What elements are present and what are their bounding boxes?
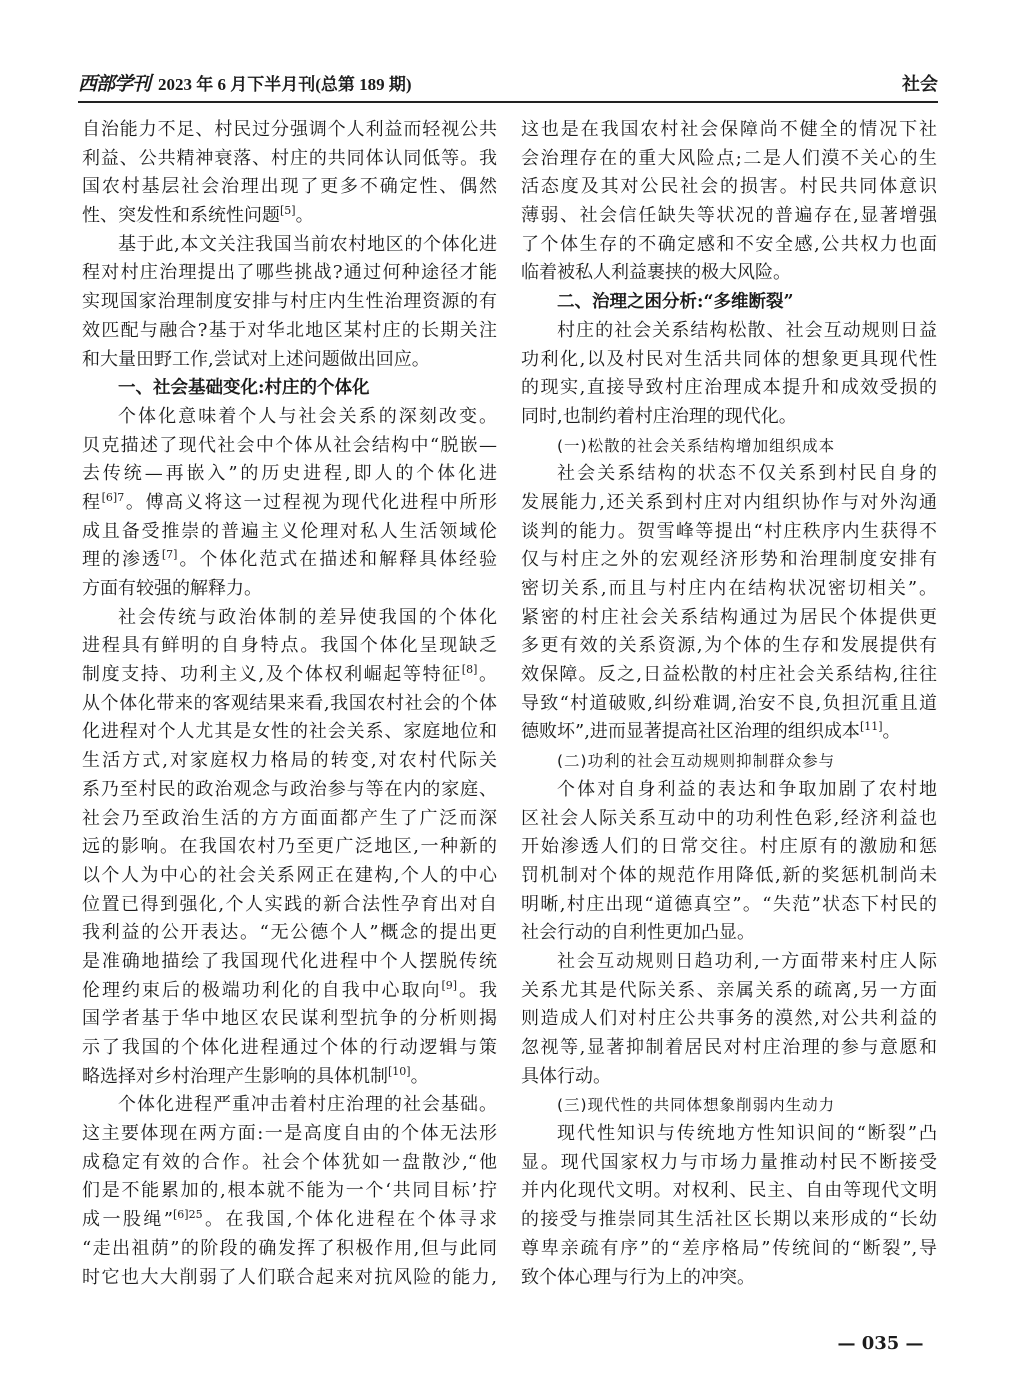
text-line: 们是不能累加的,根本就不能为一个‘共同目标’拧 — [82, 1180, 497, 1202]
issue-info: 2023 年 6 月下半月刊(总第 189 期) — [158, 75, 412, 94]
text-line: 社会关系结构的状态不仅关系到村民自身的 — [557, 463, 937, 485]
text-segment: 。傅高义将这一过程视为现代化进程中所形 — [124, 491, 497, 513]
text-line: 具体行动。 — [521, 1065, 611, 1087]
citation-mark: [10] — [388, 1064, 411, 1078]
text-line: 这主要体现在两方面:一是高度自由的个体无法形 — [82, 1123, 497, 1145]
text-line — [82, 661, 497, 690]
citation-mark: [6]7 — [101, 490, 125, 504]
paragraph — [521, 1120, 937, 1292]
text-line: 的接受与推崇同其生活社区长期以来形成的“长幼 — [521, 1209, 937, 1231]
text-line: 个体化进程严重冲击着村庄治理的社会基础。 — [118, 1094, 497, 1116]
text-line: 发展能力,还关系到村庄对内组织协作与对外沟通 — [521, 491, 937, 513]
text-line: 的现实,直接导致村庄治理成本提升和成效受损的 — [521, 377, 937, 399]
subsection-heading: (二)功利的社会互动规则抑制群众参与 — [557, 752, 836, 771]
text-line: 仅与村庄之外的宏观经济形势和治理制度安排有 — [521, 549, 937, 571]
text-line: 和大量田野工作,尝试对上述问题做出回应。 — [82, 348, 430, 370]
text-segment: 。在我国,个体化进程在个体寻求 — [202, 1209, 497, 1231]
section-heading: 一、社会基础变化:村庄的个体化 — [118, 378, 370, 399]
text-line: 密切关系,而且与村庄内在结构状况密切相关”。 — [521, 578, 937, 599]
text-line — [82, 489, 497, 518]
text-line: 显。现代国家权力与市场力量推动村民不断接受 — [521, 1151, 937, 1173]
text-line: 国学者基于华中地区农民谋利型抗争的分析则揭 — [82, 1008, 497, 1030]
citation-mark: [9] — [441, 978, 458, 992]
header-rule — [78, 101, 938, 103]
citation-mark: [6]25 — [173, 1208, 203, 1222]
text-line: 紧密的村庄社会关系结构通过为居民个体提供更 — [521, 606, 937, 628]
text-line: 明晰,村庄出现“道德真空”。“失范”状态下村民的 — [521, 893, 937, 915]
citation-mark: [5] — [280, 204, 296, 218]
paragraph — [82, 604, 497, 1092]
text-segment: 略选择对乡村治理产生影响的具体机制 — [82, 1065, 388, 1087]
text-line: 效保障。反之,日益松散的村庄社会关系结构,往往 — [521, 664, 937, 686]
text-line: 社会传统与政治体制的差异使我国的个体化 — [118, 606, 497, 628]
text-line: 尊卑亲疏有序”的“差序格局”传统间的“断裂”,导 — [521, 1237, 937, 1259]
text-line: 社会行动的自利性更加凸显。 — [521, 922, 755, 944]
text-line — [82, 1206, 497, 1235]
text-line: 程对村庄治理提出了哪些挑战?通过何种途径才能 — [82, 262, 497, 284]
continuation — [521, 116, 937, 288]
citation-mark: [8] — [461, 663, 478, 677]
section-label: 社会 — [902, 74, 938, 95]
paragraph — [521, 776, 937, 948]
text-line: 是准确地描绘了我国现代化进程中个人摆脱传统 — [82, 950, 497, 972]
text-line: 社会互动规则日趋功利,一方面带来村庄人际 — [557, 950, 937, 972]
text-segment: 伦理约束后的极端功利化的自我中心取向 — [82, 979, 442, 1001]
text-line: 远的影响。在我国农村乃至更广泛地区,一种新的 — [82, 836, 497, 858]
text-line: 以个人为中心的社会关系网正在建构,个人的中心 — [82, 864, 497, 886]
text-line: 同时,也制约着村庄治理的现代化。 — [521, 405, 797, 427]
text-line: 薄弱、社会信任缺失等状况的普遍存在,显著增强 — [521, 205, 937, 227]
running-header — [78, 70, 938, 98]
text-line: 罚机制对个体的规范作用降低,新的奖惩机制尚未 — [521, 864, 937, 886]
text-segment: 。我 — [457, 979, 497, 1001]
paragraph — [82, 231, 497, 374]
text-line: 国农村基层社会治理出现了更多不确定性、偶然 — [82, 176, 497, 198]
text-line: 进程具有鲜明的自身特点。我国个体化呈现缺乏 — [82, 635, 497, 657]
text-line: 实现国家治理制度安排与村庄内生性治理资源的有 — [82, 291, 497, 313]
text-line: 位置已得到强化,个人实践的新合法性孕育出对自 — [82, 893, 497, 915]
text-line: 社会乃至政治生活的方方面面都产生了广泛而深 — [82, 807, 497, 829]
text-line: 忽视等,显著抑制着居民对村庄治理的参与意愿和 — [521, 1037, 937, 1058]
text-line: 并内化现代文明。对权利、民主、自由等现代文明 — [521, 1180, 937, 1202]
text-line: 多更有效的关系资源,为个体的生存和发展提供有 — [521, 635, 937, 657]
text-segment: 。 — [477, 664, 497, 686]
text-line: 区社会人际关系互动中的功利性色彩,经济利益也 — [521, 807, 937, 829]
text-segment: 德败坏”,进而显著提高社区治理的组织成本 — [521, 721, 860, 743]
text-line: 现代性知识与传统地方性知识间的“断裂”凸 — [557, 1123, 937, 1145]
text-line: 贝克描述了现代社会中个体从社会结构中“脱嵌— — [82, 434, 497, 456]
left-column — [82, 116, 497, 1292]
text-line: 致个体心理与行为上的冲突。 — [521, 1266, 755, 1288]
text-line — [82, 1063, 497, 1092]
text-line: 基于此,本文关注我国当前农村地区的个体化进 — [118, 233, 497, 255]
text-segment: 。 — [295, 205, 314, 227]
text-line: 我利益的公开表达。“无公德个人”概念的提出更 — [82, 922, 497, 944]
text-line — [521, 718, 937, 747]
journal-logo: 西部学刊 — [78, 73, 151, 95]
text-line: 时它也大大削弱了人们联合起来对抗风险的能力, — [82, 1266, 497, 1288]
text-segment: 性、突发性和系统性问题 — [82, 205, 280, 227]
paragraph — [521, 317, 937, 432]
text-line: 功利化,以及村民对生活共同体的想象更具现代性 — [521, 348, 937, 370]
text-line: 个体对自身利益的表达和争取加剧了农村地 — [557, 778, 937, 800]
text-segment: 制度支持、功利主义,及个体权利崛起等特征 — [82, 664, 462, 686]
text-line: 示了我国的个体化进程通过个体的行动逻辑与策 — [82, 1037, 497, 1058]
text-segment: 。 — [882, 721, 901, 743]
text-line: 活态度及其对公民社会的损害。村民共同体意识 — [521, 176, 937, 198]
text-line: 从个体化带来的客观结果来看,我国农村社会的个体 — [82, 692, 497, 714]
text-line: 了个体生存的不确定感和不安全感,公共权力也面 — [521, 233, 937, 255]
text-line: 生活方式,对家庭权力格局的转变,对农村代际关 — [82, 750, 497, 772]
text-line: 系乃至村民的政治观念与政治参与等在内的家庭、 — [82, 778, 497, 800]
text-line: 利益、公共精神衰落、村庄的共同体认同低等。我 — [82, 147, 497, 169]
text-line: 关系尤其是代际关系、亲属关系的疏离,另一方面 — [521, 979, 937, 1001]
subsection-heading: (一)松散的社会关系结构增加组织成本 — [557, 436, 836, 455]
text-line: 临着被私人利益裹挟的极大风险。 — [521, 262, 791, 284]
paragraph — [521, 460, 937, 747]
text-line: “走出祖荫”的阶段的确发挥了积极作用,但与此同 — [82, 1237, 497, 1259]
text-line: 个体化意味着个人与社会关系的深刻改变。 — [118, 405, 497, 427]
text-line: 会治理存在的重大风险点;二是人们漠不关心的生 — [521, 147, 937, 169]
text-line: 村庄的社会关系结构松散、社会互动规则日益 — [557, 319, 937, 341]
text-line: 这也是在我国农村社会保障尚不健全的情况下社 — [521, 119, 937, 140]
subsection-heading: (三)现代性的共同体想象削弱内生动力 — [557, 1096, 836, 1115]
text-line: 成稳定有效的合作。社会个体犹如一盘散沙,“他 — [82, 1151, 497, 1173]
text-segment: 程 — [82, 491, 102, 513]
continuation — [82, 116, 497, 231]
section-heading: 二、治理之困分析:“多维断裂” — [557, 292, 794, 313]
text-line: 导致“村道破败,纠纷难调,治安不良,负担沉重且道 — [521, 692, 937, 714]
page-number: — 035 — — [837, 1333, 924, 1354]
text-line: 方面有较强的解释力。 — [82, 578, 262, 599]
paragraph — [82, 403, 497, 604]
text-line: 自治能力不足、村民过分强调个人利益而轻视公共 — [82, 119, 497, 140]
text-segment: 理的渗透 — [82, 549, 162, 571]
text-segment: 成一股绳” — [82, 1209, 173, 1231]
text-line: 去传统—再嵌入”的历史进程,即人的个体化进 — [82, 463, 497, 485]
text-line: 成且备受推崇的普遍主义伦理对私人生活领域伦 — [82, 520, 497, 542]
text-line: 谈判的能力。贺雪峰等提出“村庄秩序内生获得不 — [521, 520, 937, 542]
text-segment: 。 — [410, 1065, 429, 1087]
citation-mark: [11] — [859, 720, 883, 734]
text-line — [82, 202, 497, 231]
text-line: 则造成人们对村庄公共事务的漠然,对公共利益的 — [521, 1008, 937, 1030]
text-segment: 。个体化范式在描述和解释具体经验 — [177, 549, 497, 571]
text-line — [82, 546, 497, 575]
paragraph — [82, 1091, 497, 1292]
text-line: 效匹配与融合?基于对华北地区某村庄的长期关注 — [82, 319, 497, 341]
text-line: 化进程对个人尤其是女性的社会关系、家庭地位和 — [82, 721, 497, 743]
text-line: 开始渗透人们的日常交往。村庄原有的激励和惩 — [521, 836, 937, 858]
text-line — [82, 977, 497, 1006]
citation-mark: [7] — [161, 548, 178, 562]
right-column — [521, 116, 937, 1292]
paragraph — [521, 948, 937, 1091]
